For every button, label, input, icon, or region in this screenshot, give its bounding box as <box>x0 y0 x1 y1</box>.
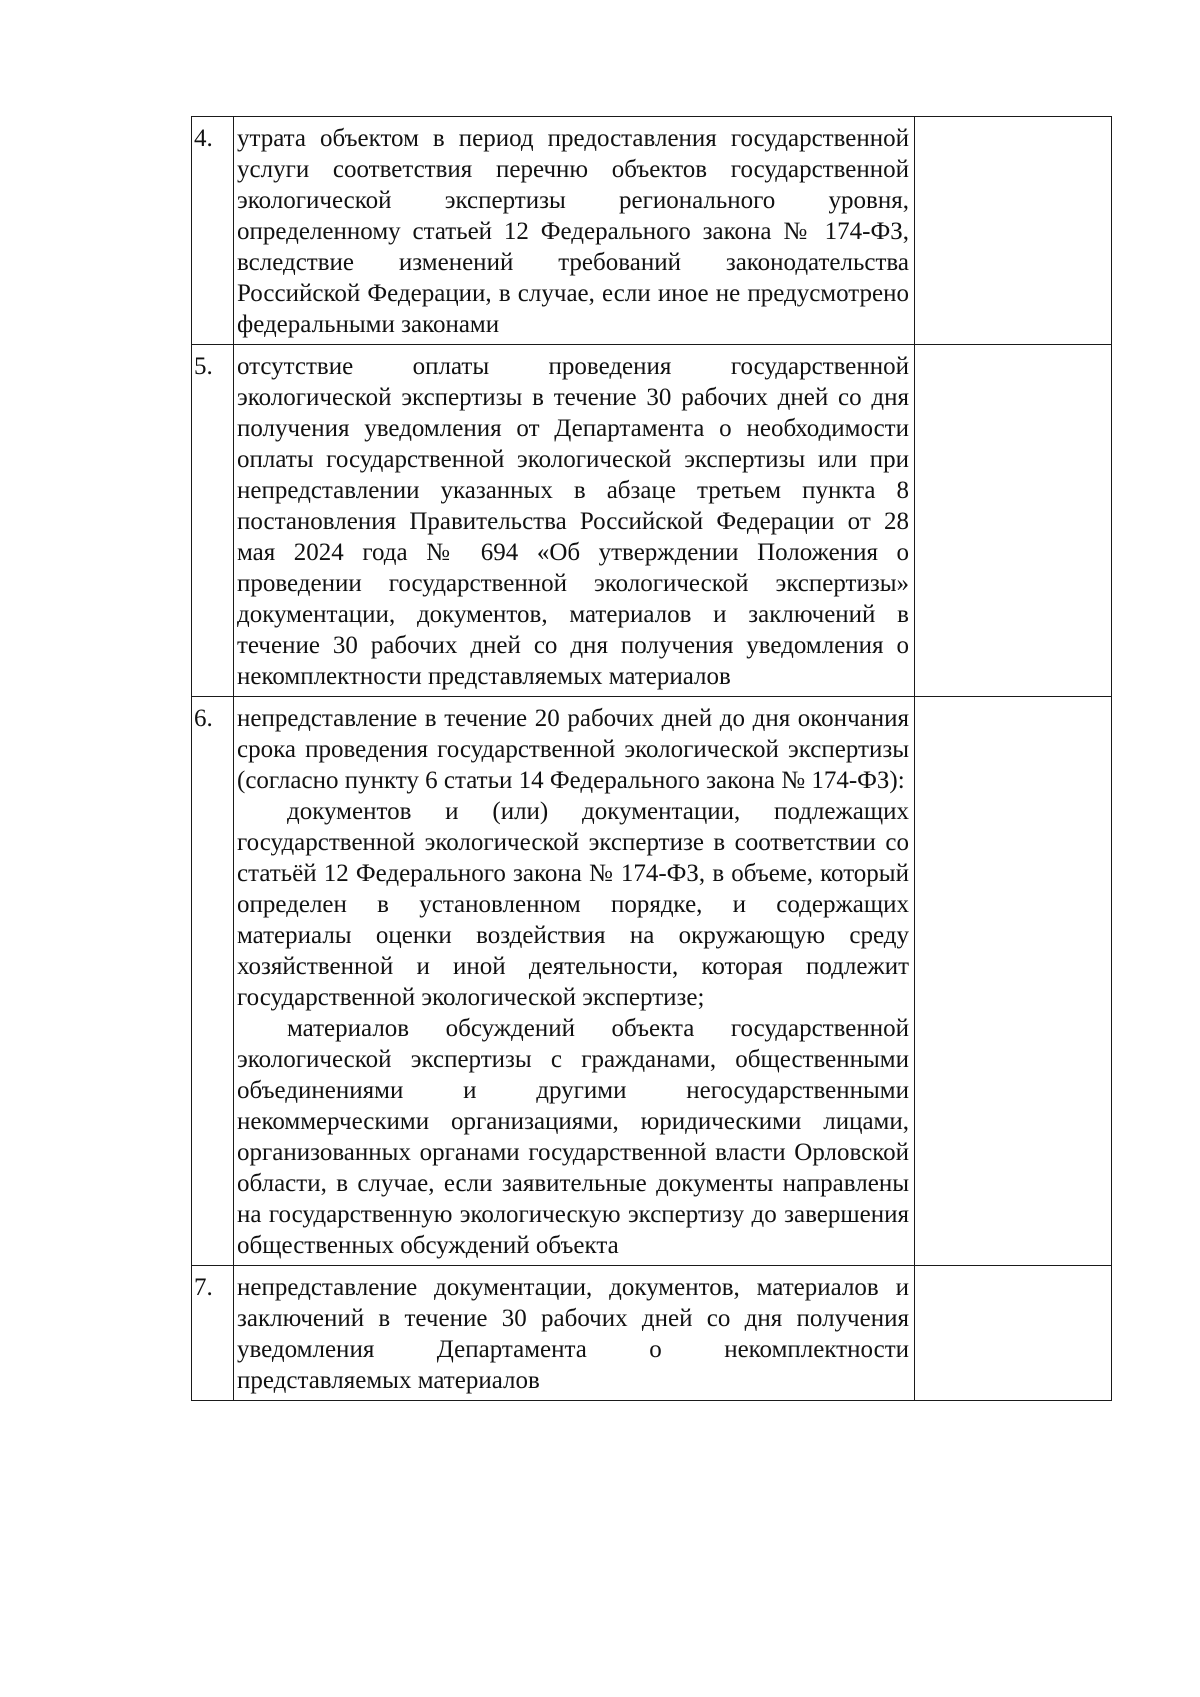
row-paragraph: непредставление документации, документов, материалов и заключений в течение 30 рабочих дней со дня получения уведомления Департамента о некомплектности представляемых материалов <box>237 1274 909 1394</box>
table-row <box>192 345 1112 697</box>
table-row <box>192 1266 1112 1401</box>
empty-cell <box>915 697 1112 1266</box>
row-paragraph: материалов обсуждений объекта государственной экологической экспертизы с гражданами, общественными объединениями и другими негосударственными некоммерческими организациями, юридическими лицами, организованных органами государственной власти Орловской области, в случае, если заявительные документы направлены на государственную экологическую экспертизу до завершения общественных обсуждений объекта <box>237 1015 909 1259</box>
row-number: 6. <box>192 697 234 1266</box>
row-number: 4. <box>192 117 234 345</box>
row-text <box>234 1266 915 1401</box>
grounds-table <box>191 116 1112 1401</box>
empty-cell <box>915 1266 1112 1401</box>
row-text <box>234 697 915 1266</box>
table-row <box>192 117 1112 345</box>
row-number: 5. <box>192 345 234 697</box>
row-paragraph: утрата объектом в период предоставления государственной услуги соответствия перечню объектов государственной экологической экспертизы регионального уровня, определенному статьей 12 Федерального закона № 174-ФЗ, вследствие изменений требований законодательства Российской Федерации, в случае, если иное не предусмотрено федеральными законами <box>237 125 909 338</box>
table-row <box>192 697 1112 1266</box>
row-paragraph: непредставление в течение 20 рабочих дней до дня окончания срока проведения государственной экологической экспертизы (согласно пункту 6 статьи 14 Федерального закона № 174-ФЗ): <box>237 705 909 794</box>
row-number: 7. <box>192 1266 234 1401</box>
empty-cell <box>915 345 1112 697</box>
row-paragraph: отсутствие оплаты проведения государственной экологической экспертизы в течение 30 рабочих дней со дня получения уведомления от Департамента о необходимости оплаты государственной экологической экспертизы или при непредставлении указанных в абзаце третьем пункта 8 постановления Правительства Российской Федерации от 28 мая 2024 года № 694 «Об утверждении Положения о проведении государственной экологической экспертизы» документации, документов, материалов и заключений в течение 30 рабочих дней со дня получения уведомления о некомплектности представляемых материалов <box>237 353 909 690</box>
empty-cell <box>915 117 1112 345</box>
row-text <box>234 117 915 345</box>
row-paragraph: документов и (или) документации, подлежащих государственной экологической экспертизе в соответствии со статьёй 12 Федерального закона № 174-ФЗ, в объеме, который определен в установленном порядке, и содержащих материалы оценки воздействия на окружающую среду хозяйственной и иной деятельности, которая подлежит государственной экологической экспертизе; <box>237 798 909 1011</box>
row-text <box>234 345 915 697</box>
